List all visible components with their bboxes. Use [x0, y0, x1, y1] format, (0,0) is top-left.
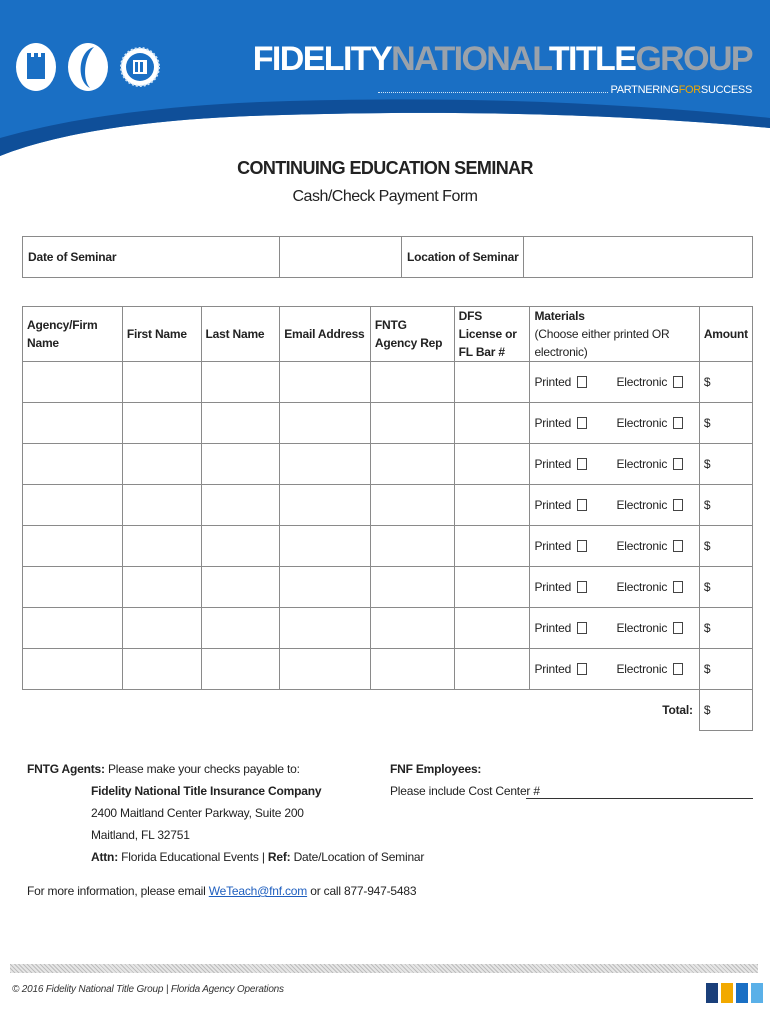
- materials-header-note: (Choose either printed OR electronic): [534, 327, 670, 359]
- fntg-rep-cell[interactable]: [370, 526, 454, 567]
- agency-cell[interactable]: [23, 403, 123, 444]
- first-name-cell[interactable]: [122, 444, 201, 485]
- printed-checkbox[interactable]: [577, 540, 587, 552]
- materials-cell: [530, 649, 699, 690]
- total-amount-field[interactable]: [699, 690, 752, 731]
- amount-cell[interactable]: [699, 403, 752, 444]
- electronic-checkbox[interactable]: [673, 622, 683, 634]
- printed-checkbox[interactable]: [577, 499, 587, 511]
- total-label: Total:: [662, 703, 693, 718]
- email-cell[interactable]: [280, 608, 371, 649]
- electronic-checkbox[interactable]: [673, 499, 683, 511]
- electronic-option[interactable]: [616, 580, 683, 594]
- footer-square-1: [706, 983, 718, 1003]
- fntg-payment-info: [27, 758, 424, 868]
- printed-label: Printed: [534, 416, 572, 430]
- electronic-label: Electronic: [616, 498, 668, 512]
- fntg-agents-label: FNTG Agents:: [27, 762, 105, 776]
- more-info-phone: or call 877-947-5483: [310, 884, 417, 898]
- electronic-checkbox[interactable]: [673, 540, 683, 552]
- electronic-option[interactable]: [616, 416, 683, 430]
- electronic-label: Electronic: [616, 662, 668, 676]
- col-agency-header: Agency/Firm Name: [23, 307, 123, 362]
- agency-cell[interactable]: [23, 485, 123, 526]
- materials-cell: [530, 526, 699, 567]
- last-name-cell[interactable]: [201, 567, 280, 608]
- electronic-option[interactable]: [616, 457, 683, 471]
- fntg-rep-cell[interactable]: [370, 444, 454, 485]
- materials-cell: [530, 485, 699, 526]
- printed-checkbox[interactable]: [577, 663, 587, 675]
- electronic-option[interactable]: [616, 621, 683, 635]
- brand-block: [253, 42, 752, 96]
- printed-checkbox[interactable]: [577, 417, 587, 429]
- currency-symbol: $: [703, 580, 711, 594]
- contact-email-link[interactable]: WeTeach@fnf.com: [208, 884, 308, 898]
- fntg-agents-text: Please make your checks payable to:: [107, 762, 300, 776]
- materials-cell: [530, 403, 699, 444]
- printed-option[interactable]: [534, 539, 616, 553]
- printed-label: Printed: [534, 375, 572, 389]
- date-of-seminar-field[interactable]: [280, 237, 402, 278]
- cost-center-field[interactable]: [526, 798, 753, 799]
- seal-logo-icon: [118, 38, 162, 96]
- printed-label: Printed: [534, 457, 572, 471]
- ref-label: Ref:: [267, 850, 291, 864]
- col-fntg-rep-header: FNTG Agency Rep: [370, 307, 454, 362]
- amount-cell[interactable]: [699, 485, 752, 526]
- footer-square-3: [736, 983, 748, 1003]
- col-first-name-header: First Name: [122, 307, 201, 362]
- fntg-rep-cell[interactable]: [370, 485, 454, 526]
- agency-cell[interactable]: [23, 567, 123, 608]
- swoosh-logo-icon: [66, 38, 110, 96]
- printed-label: Printed: [534, 621, 572, 635]
- electronic-option[interactable]: [616, 375, 683, 389]
- electronic-option[interactable]: [616, 539, 683, 553]
- amount-cell[interactable]: [699, 608, 752, 649]
- payee-name: Fidelity National Title Insurance Company: [91, 784, 322, 798]
- printed-label: Printed: [534, 580, 572, 594]
- electronic-checkbox[interactable]: [673, 458, 683, 470]
- location-of-seminar-label: Location of Seminar: [402, 237, 524, 278]
- footer-divider: [10, 964, 758, 973]
- fntg-rep-cell[interactable]: [370, 567, 454, 608]
- electronic-checkbox[interactable]: [673, 417, 683, 429]
- amount-cell[interactable]: [699, 649, 752, 690]
- currency-symbol: $: [703, 662, 711, 676]
- materials-cell: [530, 567, 699, 608]
- fnf-employees-text: Please include Cost Center #: [390, 784, 540, 798]
- email-cell[interactable]: [280, 526, 371, 567]
- table-row: [23, 485, 753, 526]
- email-cell[interactable]: [280, 485, 371, 526]
- email-cell[interactable]: [280, 362, 371, 403]
- castle-logo-icon: [14, 38, 58, 96]
- first-name-cell[interactable]: [122, 649, 201, 690]
- location-of-seminar-field[interactable]: [524, 237, 753, 278]
- email-cell[interactable]: [280, 649, 371, 690]
- currency-symbol: $: [703, 498, 711, 512]
- col-amount-header: Amount: [699, 307, 752, 362]
- email-cell[interactable]: [280, 567, 371, 608]
- more-info-text: For more information, please email: [27, 884, 206, 898]
- currency-symbol: $: [703, 457, 711, 471]
- dfs-license-cell[interactable]: [454, 362, 530, 403]
- electronic-label: Electronic: [616, 580, 668, 594]
- col-materials-header: [530, 307, 699, 362]
- electronic-label: Electronic: [616, 375, 668, 389]
- dfs-license-cell[interactable]: [454, 485, 530, 526]
- printed-option[interactable]: [534, 416, 616, 430]
- amount-cell[interactable]: [699, 362, 752, 403]
- col-email-header: Email Address: [280, 307, 371, 362]
- printed-checkbox[interactable]: [577, 622, 587, 634]
- amount-cell[interactable]: [699, 567, 752, 608]
- col-last-name-header: Last Name: [201, 307, 280, 362]
- agency-cell[interactable]: [23, 444, 123, 485]
- brand-word-1: FIDELITY: [252, 40, 392, 78]
- dfs-license-cell[interactable]: [454, 526, 530, 567]
- printed-option[interactable]: [534, 498, 616, 512]
- first-name-cell[interactable]: [122, 567, 201, 608]
- col-dfs-license-header: DFS License or FL Bar #: [454, 307, 530, 362]
- first-name-cell[interactable]: [122, 362, 201, 403]
- address-line-2: Maitland, FL 32751: [91, 828, 190, 842]
- printed-label: Printed: [534, 539, 572, 553]
- brand-word-4: GROUP: [635, 40, 752, 78]
- electronic-option[interactable]: [616, 498, 683, 512]
- dfs-license-cell[interactable]: [454, 649, 530, 690]
- fntg-rep-cell[interactable]: [370, 403, 454, 444]
- header-banner: [0, 0, 770, 170]
- printed-option[interactable]: [534, 662, 616, 676]
- dfs-license-cell[interactable]: [454, 567, 530, 608]
- currency-symbol: $: [703, 416, 711, 430]
- last-name-cell[interactable]: [201, 403, 280, 444]
- tagline-word-1: PARTNERING: [610, 84, 679, 96]
- agency-cell[interactable]: [23, 649, 123, 690]
- electronic-label: Electronic: [616, 416, 668, 430]
- logo-group: [14, 38, 162, 96]
- electronic-label: Electronic: [616, 457, 668, 471]
- first-name-cell[interactable]: [122, 526, 201, 567]
- last-name-cell[interactable]: [201, 485, 280, 526]
- currency-symbol: $: [703, 621, 711, 635]
- table-row: [23, 649, 753, 690]
- amount-cell[interactable]: [699, 444, 752, 485]
- materials-cell: [530, 362, 699, 403]
- table-row: [23, 444, 753, 485]
- printed-checkbox[interactable]: [577, 581, 587, 593]
- more-info-line: [27, 884, 416, 898]
- electronic-label: Electronic: [616, 621, 668, 635]
- page-title: CONTINUING EDUCATION SEMINAR: [237, 158, 533, 178]
- first-name-cell[interactable]: [122, 403, 201, 444]
- agency-cell[interactable]: [23, 608, 123, 649]
- printed-option[interactable]: [534, 621, 616, 635]
- total-currency-symbol: $: [703, 703, 711, 717]
- attn-text: Florida Educational Events |: [121, 850, 265, 864]
- printed-label: Printed: [534, 662, 572, 676]
- dfs-license-cell[interactable]: [454, 403, 530, 444]
- materials-header-label: Materials: [534, 309, 585, 323]
- fntg-rep-cell[interactable]: [370, 362, 454, 403]
- electronic-option[interactable]: [616, 662, 683, 676]
- electronic-checkbox[interactable]: [673, 581, 683, 593]
- dfs-license-cell[interactable]: [454, 608, 530, 649]
- printed-label: Printed: [534, 498, 572, 512]
- dfs-license-cell[interactable]: [454, 444, 530, 485]
- last-name-cell[interactable]: [201, 649, 280, 690]
- footer-square-4: [751, 983, 763, 1003]
- table-row: [23, 362, 753, 403]
- copyright-text: © 2016 Fidelity National Title Group | Florida Agency Operations: [12, 984, 284, 995]
- electronic-checkbox[interactable]: [673, 376, 683, 388]
- fnf-employees-info: [390, 758, 540, 802]
- electronic-checkbox[interactable]: [673, 663, 683, 675]
- printed-option[interactable]: [534, 580, 616, 594]
- first-name-cell[interactable]: [122, 485, 201, 526]
- seminar-info-table: [22, 236, 753, 278]
- table-row: [23, 526, 753, 567]
- fnf-employees-label: FNF Employees:: [390, 762, 482, 776]
- table-row: [23, 608, 753, 649]
- page-subtitle: Cash/Check Payment Form: [292, 188, 478, 205]
- brand-tagline: [253, 84, 752, 96]
- currency-symbol: $: [703, 375, 711, 389]
- email-cell[interactable]: [280, 403, 371, 444]
- fntg-rep-cell[interactable]: [370, 649, 454, 690]
- materials-cell: [530, 608, 699, 649]
- last-name-cell[interactable]: [201, 526, 280, 567]
- attn-label: Attn:: [91, 850, 118, 864]
- currency-symbol: $: [703, 539, 711, 553]
- total-row: [23, 690, 753, 731]
- tagline-word-3: SUCCESS: [700, 84, 752, 96]
- tagline-word-2: FOR: [678, 84, 701, 96]
- materials-cell: [530, 444, 699, 485]
- printed-option[interactable]: [534, 457, 616, 471]
- date-of-seminar-label: Date of Seminar: [23, 237, 280, 278]
- address-line-1: 2400 Maitland Center Parkway, Suite 200: [91, 806, 304, 820]
- table-row: [23, 403, 753, 444]
- first-name-cell[interactable]: [122, 608, 201, 649]
- brand-word-3: TITLE: [548, 40, 636, 78]
- brand-wordmark: [253, 42, 752, 76]
- brand-word-2: NATIONAL: [391, 40, 549, 78]
- agency-cell[interactable]: [23, 362, 123, 403]
- registrants-table: [22, 306, 753, 731]
- printed-checkbox[interactable]: [577, 376, 587, 388]
- footer-square-2: [721, 983, 733, 1003]
- electronic-label: Electronic: [616, 539, 668, 553]
- table-row: [23, 567, 753, 608]
- registrants-rows: [23, 362, 753, 731]
- email-cell[interactable]: [280, 444, 371, 485]
- last-name-cell[interactable]: [201, 362, 280, 403]
- last-name-cell[interactable]: [201, 608, 280, 649]
- last-name-cell[interactable]: [201, 444, 280, 485]
- agency-cell[interactable]: [23, 526, 123, 567]
- fntg-rep-cell[interactable]: [370, 608, 454, 649]
- table-header-row: [23, 307, 753, 362]
- printed-checkbox[interactable]: [577, 458, 587, 470]
- printed-option[interactable]: [534, 375, 616, 389]
- amount-cell[interactable]: [699, 526, 752, 567]
- footer-color-squares: [706, 983, 763, 1003]
- tagline-dots: [378, 87, 608, 93]
- ref-text: Date/Location of Seminar: [293, 850, 425, 864]
